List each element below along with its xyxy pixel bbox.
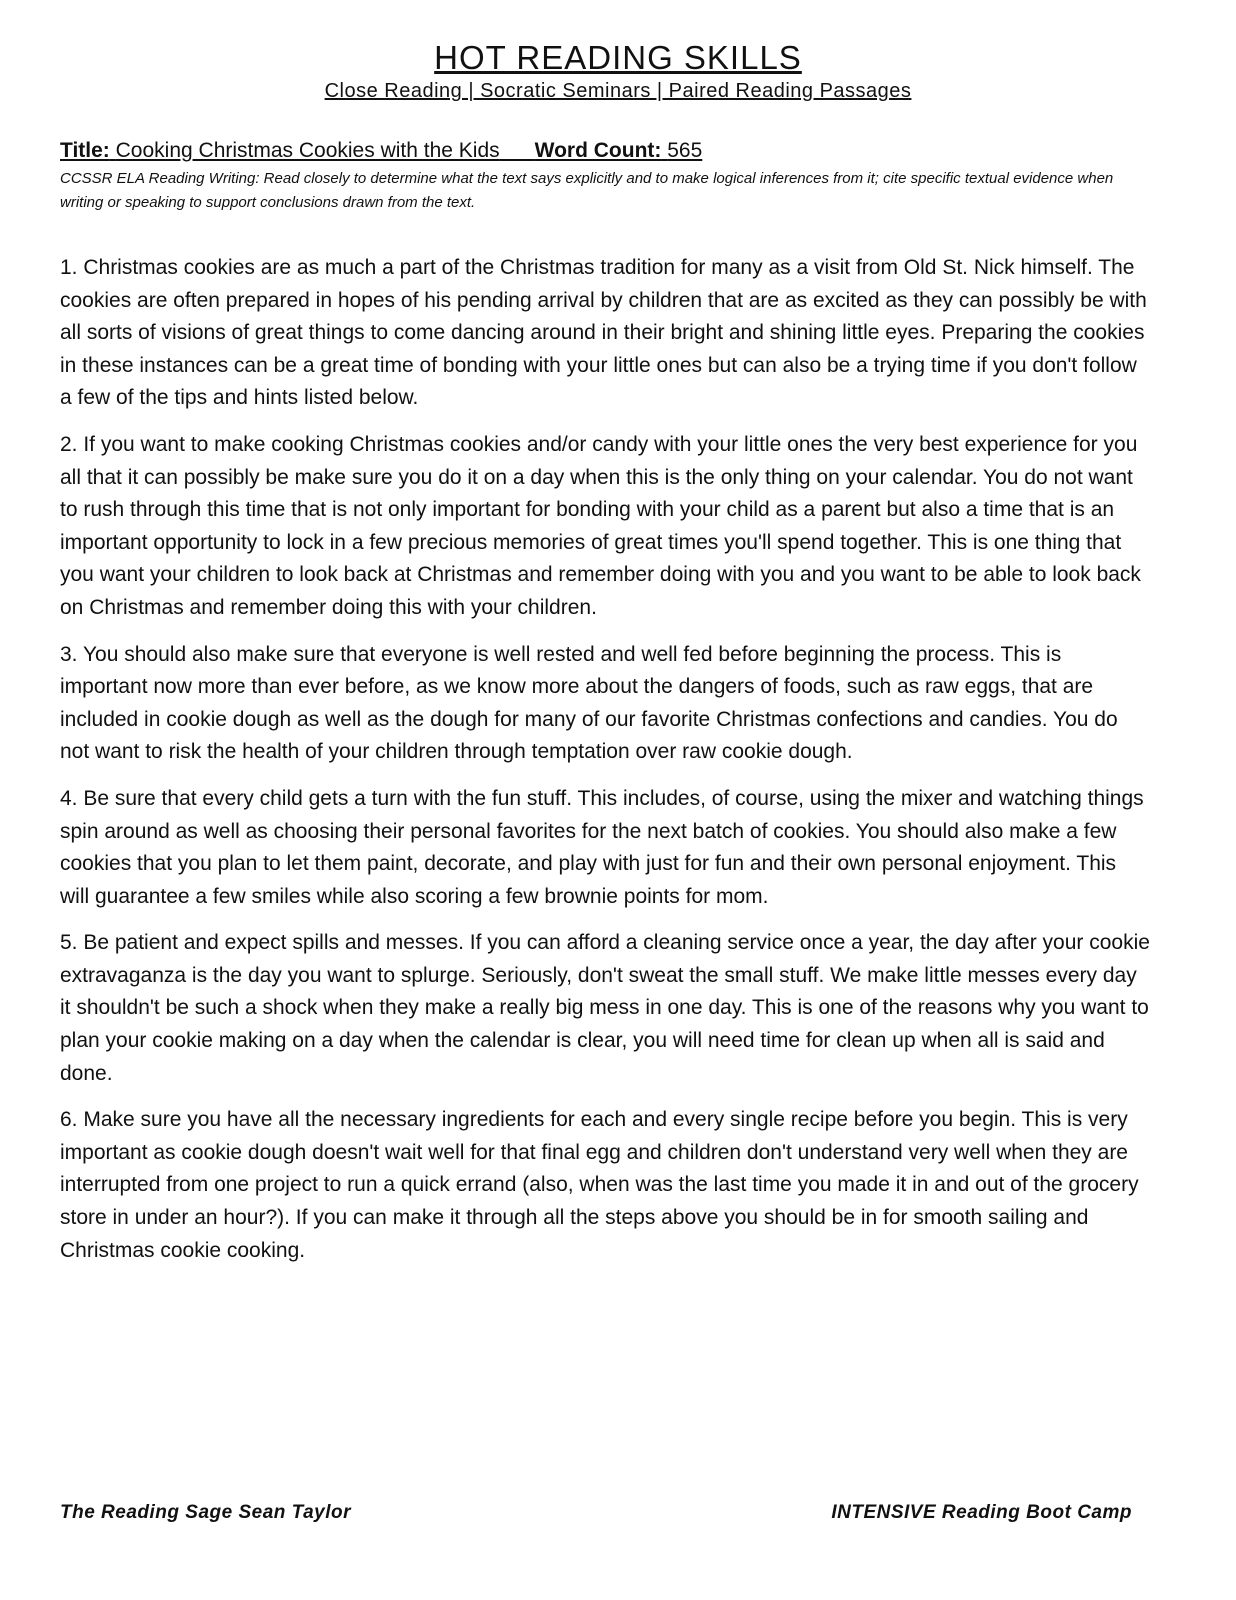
paragraph-3: 3. You should also make sure that everyone is well rested and well fed before beginning the process. This is important now more than ever before, as we know more about the dangers of foods, such as raw eggs, that are included in cookie dough as well as the dough for many of our favorite Christmas confections and candies. You do not want to risk the health of your children through temptation over raw cookie dough.: [60, 642, 1118, 764]
paragraph-1: 1. Christmas cookies are as much a part of the Christmas tradition for many as a visit from Old St. Nick himself. The cookies are often prepared in hopes of his pending arrival by children that are as excited as they can possibly be with all sorts of visions of great things to come dancing around in their bright and shining little eyes. Preparing the cookies in these instances can be a great time of bonding with your little ones but can also be a trying time if you don't follow a few of the tips and hints listed below.: [60, 256, 1147, 410]
footer-program: INTENSIVE Reading Boot Camp: [831, 1502, 1132, 1523]
page-title: HOT READING SKILLS: [434, 39, 802, 76]
footer-author: The Reading Sage Sean Taylor: [60, 1502, 351, 1523]
title-label: Title:: [60, 139, 110, 162]
word-count-value: 565: [667, 139, 703, 162]
page-header: [0, 38, 1236, 104]
word-count-label: Word Count:: [534, 139, 662, 162]
standard-text: CCSSR ELA Reading Writing: Read closely to determine what the text says explicitly and to make logical inferences from it; cite specific textual evidence when writing or speaking to support conclusions drawn from the text.: [60, 170, 1114, 211]
passage-body: [60, 252, 1150, 1281]
paragraph-2: 2. If you want to make cooking Christmas cookies and/or candy with your little ones the very best experience for you all that it can possibly be make sure you do it on a day when this is the only thing on your calendar. You do not want to rush through this time that is not only important for bonding with your child as a parent but also a time that is an important opportunity to lock in a few precious memories of great times you'll spend together. This is one thing that you want your children to look back at Christmas and remember doing with you and you want to be able to look back on Christmas and remember doing this with your children.: [60, 432, 1141, 619]
paragraph-4: 4. Be sure that every child gets a turn with the fun stuff. This includes, of course, using the mixer and watching things spin around as well as choosing their personal favorites for the next batch of cookies. You should also make a few cookies that you plan to let them paint, decorate, and play with just for fun and their own personal enjoyment. This will guarantee a few smiles while also scoring a few brownie points for mom.: [60, 786, 1144, 908]
page-subtitle: Close Reading | Socratic Seminars | Paired Reading Passages: [324, 80, 912, 102]
passage-title: Cooking Christmas Cookies with the Kids: [115, 139, 500, 162]
paragraph-5: 5. Be patient and expect spills and messes. If you can afford a cleaning service once a year, the day after your cookie extravaganza is the day you want to splurge. Seriously, don't sweat the small stuff. We make little messes every day it shouldn't be such a shock when they make a really big mess in one day. This is one of the reasons why you want to plan your cookie making on a day when the calendar is clear, you will need time for clean up when all is said and done.: [60, 931, 1150, 1085]
title-line: [60, 137, 1150, 165]
paragraph-6: 6. Make sure you have all the necessary ingredients for each and every single recipe before you begin. This is very important as cookie dough doesn't wait well for that final egg and children don't understand very well when they are interrupted from one project to run a quick errand (also, when was the last time you made it in and out of the grocery store in under an hour?). If you can make it through all the steps above you should be in for smooth sailing and Christmas cookie cooking.: [60, 1108, 1139, 1262]
passage-meta: [60, 137, 1150, 215]
